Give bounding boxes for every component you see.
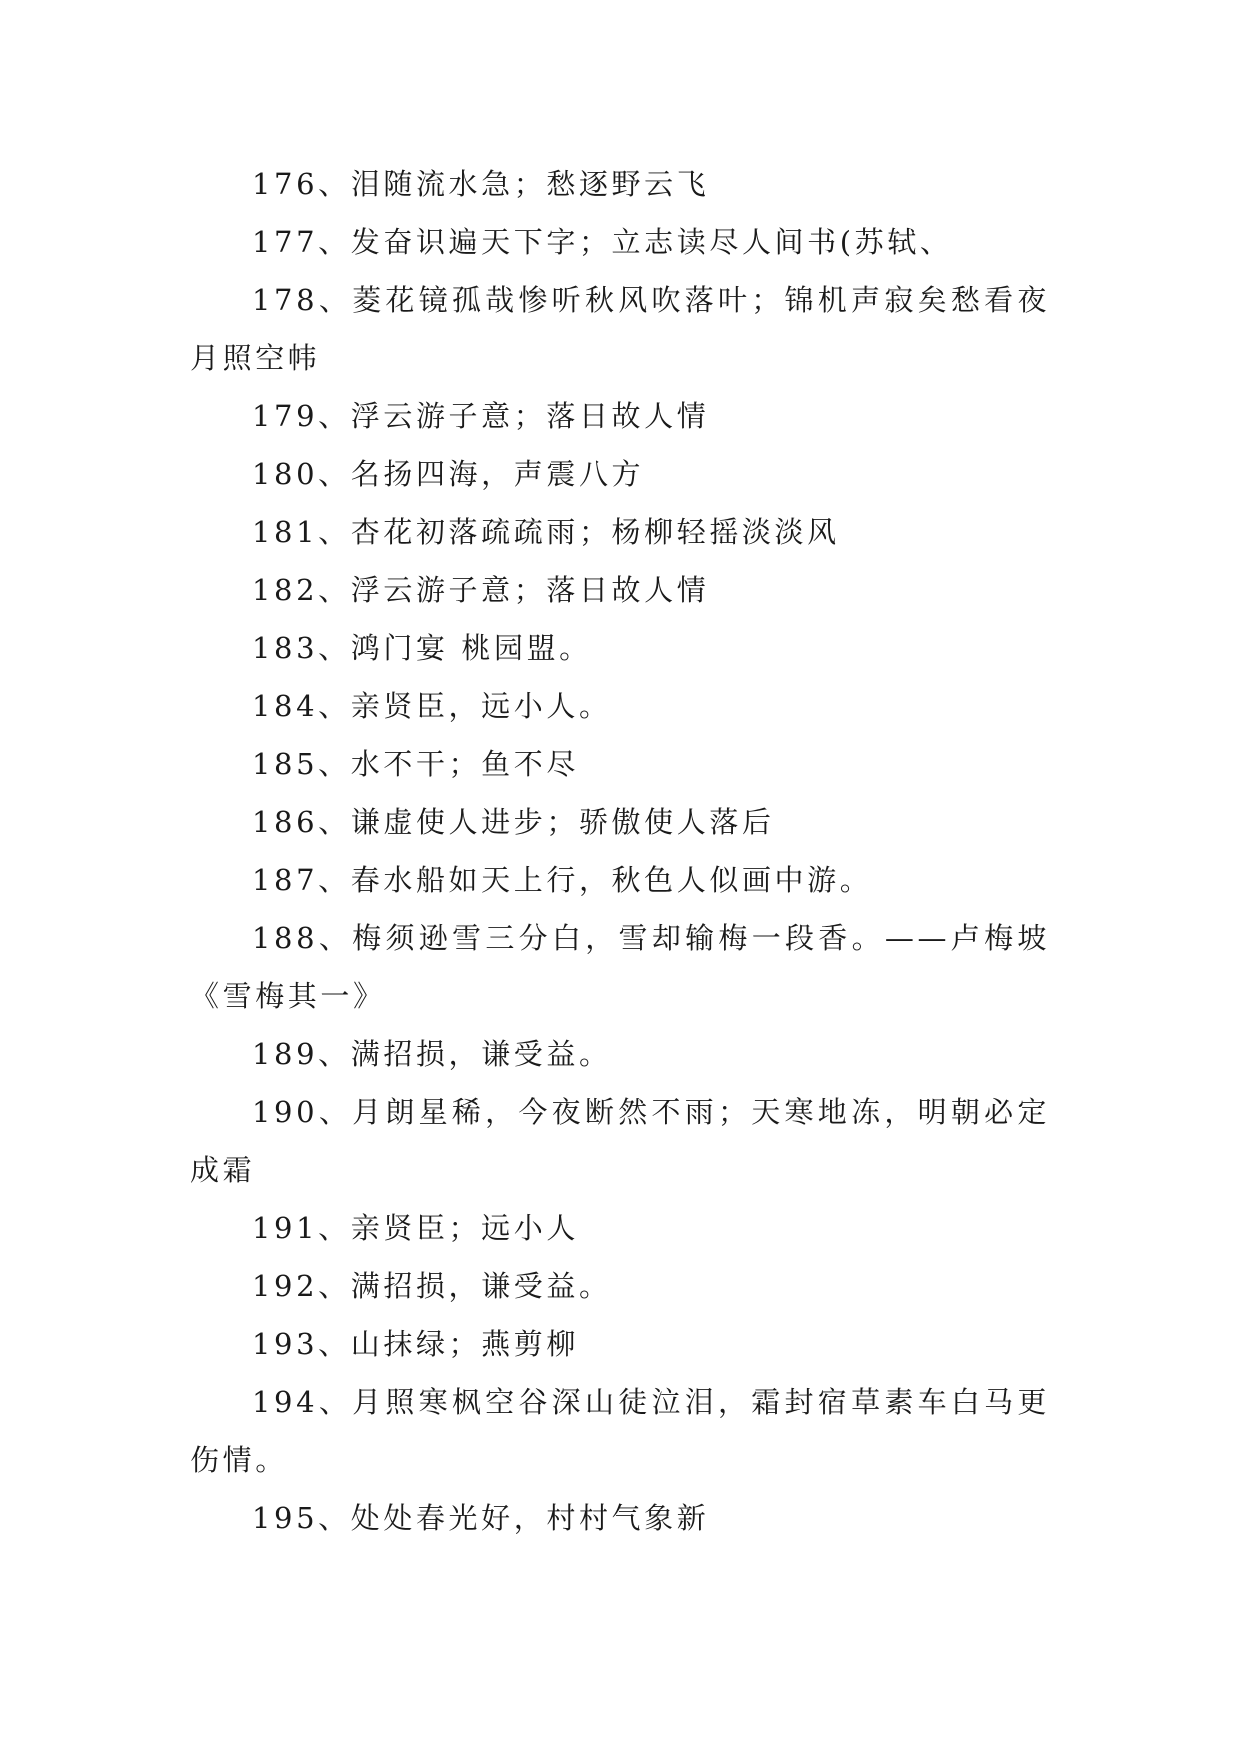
list-item: 191、亲贤臣；远小人 <box>252 1211 579 1245</box>
list-item: 189、满招损，谦受益。 <box>252 1037 612 1071</box>
list-item: 186、谦虚使人进步；骄傲使人落后 <box>252 805 775 839</box>
list-item: 190、月朗星稀，今夜断然不雨；天寒地冻，明朝必定成霜 <box>190 1095 1050 1187</box>
list-item: 178、菱花镜孤哉惨听秋风吹落叶；锦机声寂矣愁看夜月照空帏 <box>190 283 1050 375</box>
list-item: 180、名扬四海，声震八方 <box>252 457 645 491</box>
list-item: 192、满招损，谦受益。 <box>252 1269 612 1303</box>
list-item: 194、月照寒枫空谷深山徒泣泪，霜封宿草素车白马更伤情。 <box>190 1385 1050 1477</box>
list-item: 193、山抹绿；燕剪柳 <box>252 1327 579 1361</box>
list-item: 182、浮云游子意；落日故人情 <box>252 573 710 607</box>
list-item: 188、梅须逊雪三分白，雪却输梅一段香。——卢梅坡《雪梅其一》 <box>190 921 1050 1013</box>
list-item: 177、发奋识遍天下字；立志读尽人间书(苏轼、 <box>252 225 953 259</box>
list-item: 181、杏花初落疏疏雨；杨柳轻摇淡淡风 <box>252 515 840 549</box>
list-item: 185、水不干；鱼不尽 <box>252 747 579 781</box>
list-item: 187、春水船如天上行，秋色人似画中游。 <box>252 863 873 897</box>
list-item: 195、处处春光好，村村气象新 <box>252 1501 710 1535</box>
list-item: 183、鸿门宴 桃园盟。 <box>252 631 592 665</box>
couplet-list <box>190 155 1050 1547</box>
list-item: 176、泪随流水急；愁逐野云飞 <box>252 167 710 201</box>
list-item: 184、亲贤臣，远小人。 <box>252 689 612 723</box>
list-item: 179、浮云游子意；落日故人情 <box>252 399 710 433</box>
